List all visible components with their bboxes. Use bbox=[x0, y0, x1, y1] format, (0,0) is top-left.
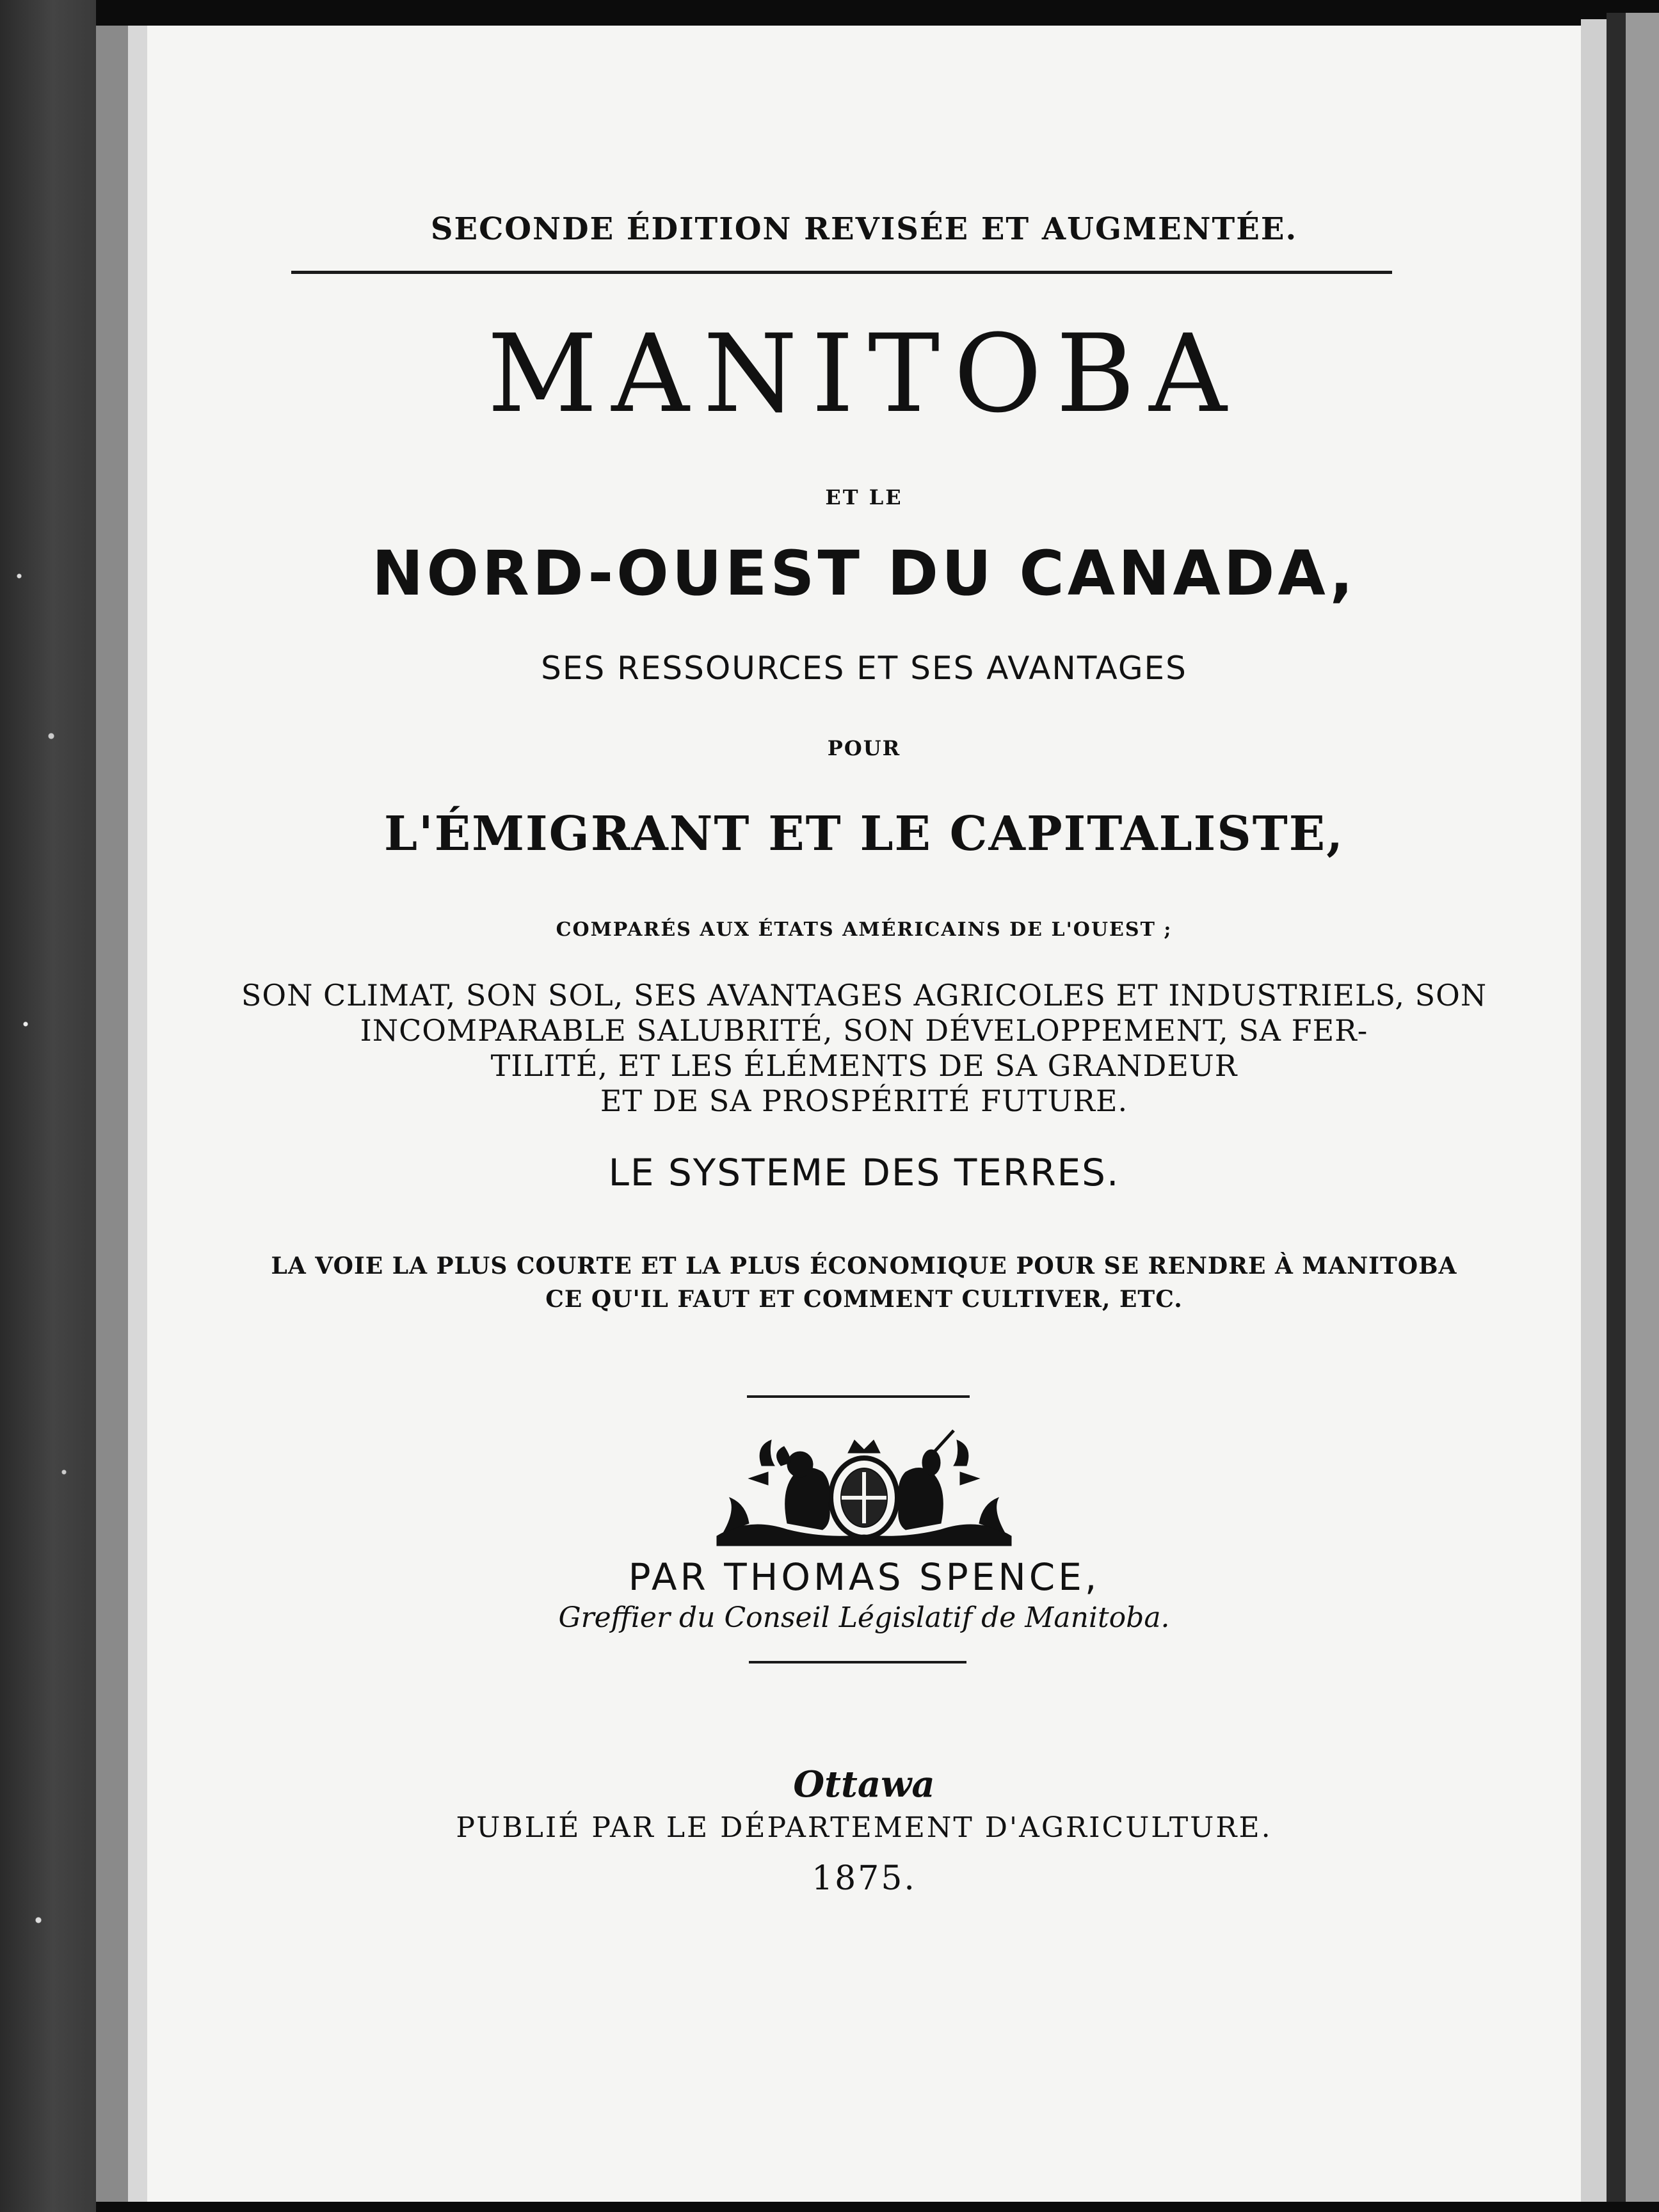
page-gutter-inner bbox=[128, 26, 147, 2202]
royal-coat-of-arms-icon bbox=[710, 1427, 1018, 1549]
resources-line: SES RESSOURCES ET SES AVANTAGES bbox=[541, 650, 1187, 687]
description-line: SON CLIMAT, SON SOL, SES AVANTAGES AGRICOLES ET INDUSTRIELS, SON bbox=[241, 978, 1487, 1013]
short-rule-lower bbox=[749, 1661, 966, 1663]
publication-city: Ottawa bbox=[793, 1763, 935, 1806]
book-title: MANITOBA bbox=[487, 311, 1241, 437]
edition-note: SECONDE ÉDITION REVISÉE ET AUGMENTÉE. bbox=[430, 211, 1298, 247]
page-edge bbox=[1581, 19, 1607, 2202]
pour-line: POUR bbox=[827, 736, 901, 760]
description-block bbox=[147, 978, 1581, 1119]
publisher-line: PUBLIÉ PAR LE DÉPARTEMENT D'AGRICULTURE. bbox=[456, 1811, 1272, 1844]
author-role: Greffier du Conseil Législatif de Manitoba. bbox=[558, 1601, 1170, 1634]
title-page bbox=[147, 26, 1581, 2202]
book-subtitle: NORD-OUEST DU CANADA, bbox=[371, 538, 1357, 609]
description-line: TILITÉ, ET LES ÉLÉMENTS DE SA GRANDEUR bbox=[490, 1048, 1238, 1083]
title-connector: ET LE bbox=[825, 485, 903, 509]
top-rule bbox=[291, 271, 1392, 274]
short-rule-upper bbox=[747, 1395, 970, 1398]
page-edge-shadow bbox=[1607, 13, 1626, 2202]
route-block bbox=[147, 1249, 1581, 1316]
author-line: PAR THOMAS SPENCE, bbox=[628, 1555, 1100, 1599]
book-binding bbox=[0, 0, 96, 2212]
page-stack bbox=[1626, 13, 1659, 2202]
comparison-line: COMPARÉS AUX ÉTATS AMÉRICAINS DE L'OUEST ; bbox=[556, 918, 1173, 941]
audience-line: L'ÉMIGRANT ET LE CAPITALISTE, bbox=[384, 806, 1344, 862]
description-line: INCOMPARABLE SALUBRITÉ, SON DÉVELOPPEMENT, SA FER- bbox=[360, 1013, 1368, 1048]
route-line: LA VOIE LA PLUS COURTE ET LA PLUS ÉCONOMIQUE POUR SE RENDRE À MANITOBA bbox=[271, 1253, 1457, 1279]
route-line: CE QU'IL FAUT ET COMMENT CULTIVER, ETC. bbox=[545, 1286, 1183, 1313]
land-system-heading: LE SYSTEME DES TERRES. bbox=[608, 1151, 1120, 1194]
publication-year: 1875. bbox=[812, 1859, 917, 1898]
description-line: ET DE SA PROSPÉRITÉ FUTURE. bbox=[600, 1084, 1128, 1118]
